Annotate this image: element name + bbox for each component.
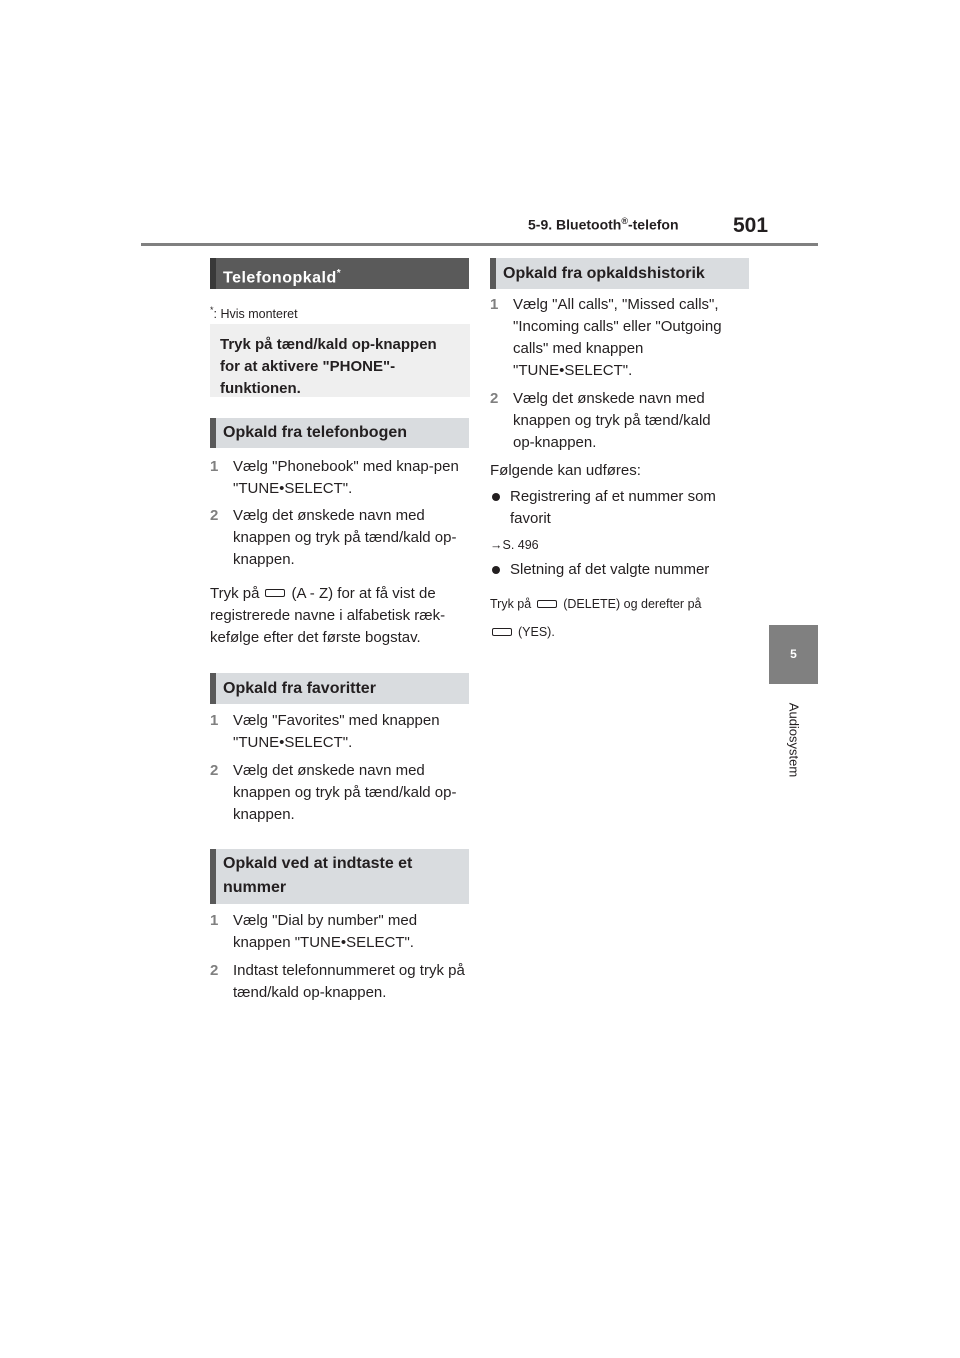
page-number: 501: [733, 214, 769, 237]
step-number: 2: [210, 507, 219, 524]
phonebook-step-2: [210, 505, 465, 573]
step-text: Vælg "Phonebook" med knap-pen "TUNE•SELECT".: [233, 458, 459, 497]
step-number: 1: [490, 296, 499, 313]
step-number: 2: [210, 962, 219, 979]
delete-note-text-a: Tryk på: [490, 597, 532, 611]
step-number: 1: [210, 712, 219, 729]
bullet-delete: [492, 559, 748, 581]
note-text-b: (A - Z) for at få vist de registrerede navne i alfabetisk ræk-kefølge efter det første bogstav.: [210, 585, 446, 646]
heading-nummer: Opkald ved at indtaste et nummer: [210, 849, 469, 904]
step-number: 1: [210, 912, 219, 929]
history-step-1: [490, 294, 748, 384]
page-reference-text: S. 496: [502, 538, 539, 552]
heading-telefonopkald-text: Telefonopkald: [223, 269, 337, 287]
bullet-dot-icon: [492, 493, 500, 501]
step-number: 2: [210, 762, 219, 779]
step-text: Indtast telefonnummeret og tryk på tænd/kald op-knappen.: [233, 962, 465, 1001]
step-text: Vælg "Favorites" med knappen "TUNE•SELECT".: [233, 712, 440, 751]
registered-mark: ®: [621, 216, 628, 226]
step-number: 1: [210, 458, 219, 475]
footnote-mark: *: [210, 305, 214, 315]
asterisk-mark: *: [336, 268, 342, 279]
chapter-tab: 5: [769, 625, 818, 684]
heading-favoritter: Opkald fra favoritter: [210, 673, 469, 704]
bullet-text: Registrering af et nummer som favorit: [510, 488, 716, 527]
chapter-label: [772, 695, 816, 785]
heading-telefonbogen: Opkald fra telefonbogen: [210, 418, 469, 448]
step-text: Vælg "All calls", "Missed calls", "Incoming calls" eller "Outgoing calls" med knappen "TUNE•SELECT".: [513, 296, 722, 379]
button-symbol-icon: [492, 628, 512, 636]
footnote-text: : Hvis monteret: [213, 307, 298, 322]
dial-step-2: [210, 960, 465, 1006]
step-text: Vælg det ønskede navn med knappen og tryk på tænd/kald op-knappen.: [233, 507, 457, 568]
note-text-a: Tryk på: [210, 585, 260, 602]
section-title: [528, 216, 679, 233]
step-text: Vælg det ønskede navn med knappen og tryk på tænd/kald op-knappen.: [233, 762, 457, 823]
dial-step-1: [210, 910, 465, 956]
delete-note-text-b: (DELETE) og derefter på: [563, 597, 702, 611]
info-box: Tryk på tænd/kald op-knappen for at aktivere "PHONE"-funktionen.: [210, 324, 470, 397]
button-symbol-icon: [537, 600, 557, 608]
following-text: Følgende kan udføres:: [490, 462, 641, 479]
section-title-prefix: 5-9. Bluetooth: [528, 216, 622, 233]
yes-note-text: (YES).: [518, 625, 555, 639]
phonebook-note: [210, 583, 468, 649]
chapter-label-text: Audiosystem: [786, 702, 802, 778]
step-text: Vælg det ønskede navn med knappen og tryk på tænd/kald op-knappen.: [513, 390, 711, 451]
heading-historik: Opkald fra opkaldshistorik: [490, 258, 749, 289]
delete-note: [490, 595, 701, 613]
arrow-right-icon: →: [490, 538, 503, 552]
footnote: [210, 301, 298, 323]
section-title-suffix: -telefon: [627, 216, 679, 233]
bullet-dot-icon: [492, 566, 500, 574]
header-rule: [141, 243, 818, 246]
yes-note: [490, 623, 555, 641]
step-number: 2: [490, 390, 499, 407]
heading-telefonopkald: [210, 258, 469, 289]
history-step-2: [490, 388, 748, 456]
phonebook-step-1: [210, 456, 465, 502]
bullet-favorite: [492, 486, 748, 532]
button-symbol-icon: [265, 589, 285, 597]
favorites-step-2: [210, 760, 465, 828]
bullet-text: Sletning af det valgte nummer: [510, 561, 710, 578]
page-reference: [490, 536, 539, 554]
favorites-step-1: [210, 710, 465, 756]
step-text: Vælg "Dial by number" med knappen "TUNE•SELECT".: [233, 912, 418, 951]
